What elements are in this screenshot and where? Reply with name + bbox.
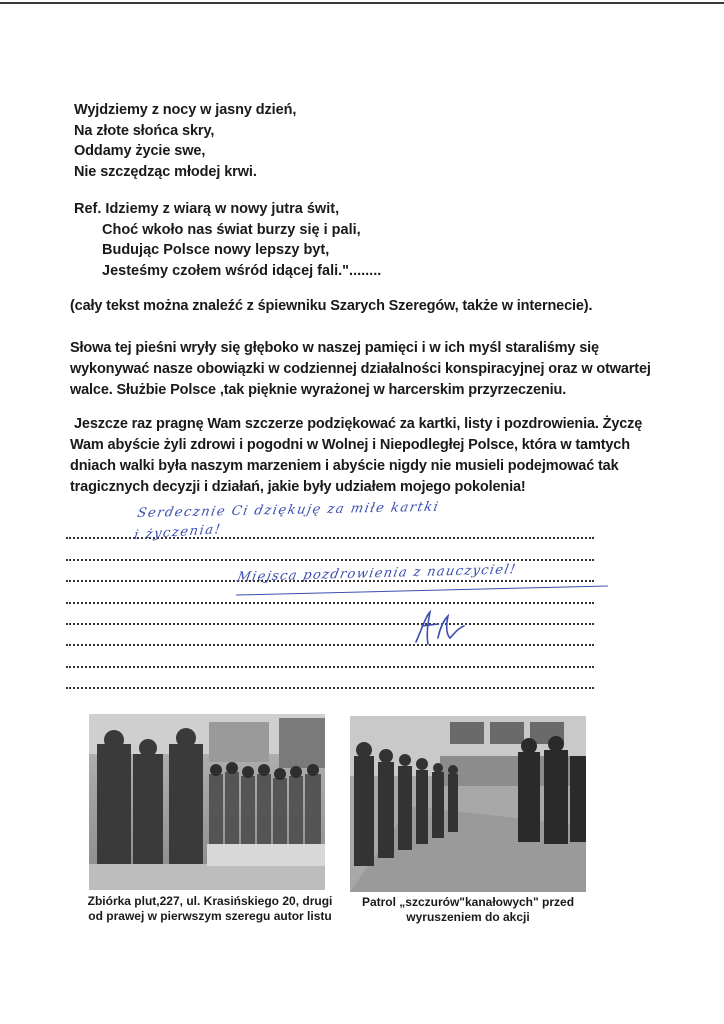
poem-line: Nie szczędząc młodej krwi. [74,163,257,180]
poem-line: Wyjdziemy z nocy w jasny dzień, [74,102,297,118]
photo-sewer-patrol [350,716,586,892]
poem-line: Na złote słońca skry, [74,122,215,139]
words-paragraph: Słowa tej pieśni wryły się głęboko w naszej pamięci i w ich myśl staraliśmy się wykonywać nasze obowiązki w codziennej działalności konspiracyjnej oraz w otwartej walce. Służbie Polsce ,tak pięknie wyrażonej w harcerskim przyrzeczeniu. [70,340,651,398]
songbook-note: (cały tekst można znaleźć z śpiewniku Szarych Szeregów, także w internecie). [70,298,593,314]
refrain-line: Choć wkoło nas świat burzy się i pali, [102,221,361,238]
platoon-photo-image [89,714,325,890]
signature-icon [408,608,470,648]
refrain-line: Budując Polsce nowy lepszy byt, [102,242,330,258]
handwritten-line-3: Miejsca pozdrowienia z nauczyciel! [236,562,518,585]
poem-stanza [74,100,634,182]
photo-platoon-assembly [89,714,325,890]
handwriting-lines [66,518,594,689]
caption-patrol-photo: Patrol „szczurów"kanałowych" przed wyruszeniem do akcji [361,895,575,924]
caption-platoon-photo: Zbiórka plut,227, ul. Krasińskiego 20, drugi od prawej w pierwszym szeregu autor listu [87,894,333,923]
dotted-line [66,625,594,646]
thanks-paragraph [70,414,660,498]
dotted-line [66,539,594,560]
poem-refrain [74,199,634,281]
dotted-line [66,646,594,667]
poem-line: Oddamy życie swe, [74,143,206,159]
top-border-rule [0,2,724,4]
sewer-patrol-photo-image [350,716,586,892]
handwritten-line-1: Serdecznie Ci dziękuję za miłe kartki [136,499,441,521]
thanks-text: Jeszcze raz pragnę Wam szczerze podziękować za kartki, listy i pozdrowienia. Życzę Wam abyście żyli zdrowi i pogodni w Wolnej i Niepodległej Polsce, która w tamtych dniach walki była naszym marzeniem i abyście nigdy nie musieli podejmować tak tragicznych decyzji i działań, jakie były udziałem mojego pokolenia! [70,416,643,495]
handwritten-line-2: i życzenia! [133,522,223,543]
dotted-line [66,604,594,625]
refrain-line: Jesteśmy czołem wśród idącej fali."........ [102,262,382,279]
refrain-first-line: Ref. Idziemy z wiarą w nowy jutra świt, [74,201,340,217]
dotted-line [66,668,594,689]
